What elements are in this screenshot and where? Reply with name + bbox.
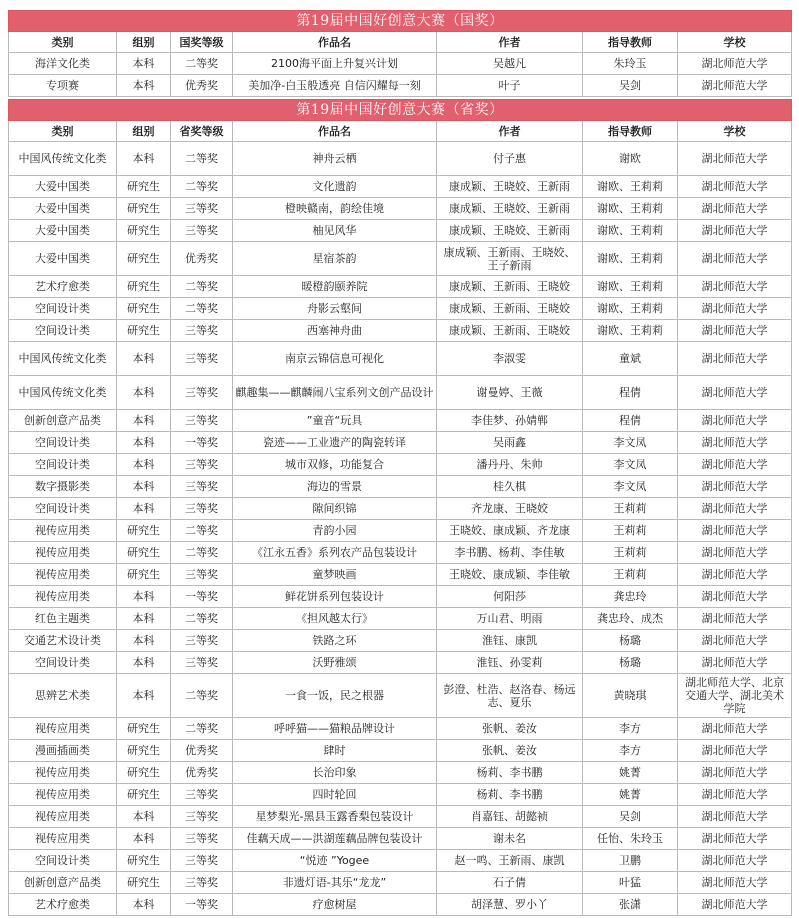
cell-teacher: 谢欧、王莉莉 [583,320,678,342]
cell-group: 研究生 [117,298,171,320]
cell-group: 本科 [117,342,171,376]
cell-level: 二等奖 [171,674,233,718]
cell-group: 研究生 [117,176,171,198]
cell-level: 二等奖 [171,718,233,740]
cell-group: 研究生 [117,220,171,242]
header-school: 学校 [678,121,792,142]
provincial-row [9,564,792,586]
cell-group: 研究生 [117,718,171,740]
cell-author: 桂久棋 [437,476,583,498]
cell-group: 研究生 [117,872,171,894]
cell-category: 视传应用类 [9,828,117,850]
cell-school: 湖北师范大学 [678,564,792,586]
cell-work: 铁路之环 [233,630,437,652]
cell-category: 大爱中国类 [9,198,117,220]
cell-category: 创新创意产品类 [9,410,117,432]
cell-teacher: 李文凤 [583,432,678,454]
cell-level: 二等奖 [171,176,233,198]
cell-work: 长治印象 [233,762,437,784]
cell-author: 吴雨鑫 [437,432,583,454]
cell-level: 二等奖 [171,298,233,320]
cell-author: 王晓姣、康成颖、齐龙康 [437,520,583,542]
cell-work: 星宿茶韵 [233,242,437,276]
cell-work: 星梦梨光-黑县玉露香梨包装设计 [233,806,437,828]
cell-author: 万山君、明雨 [437,608,583,630]
cell-level: 三等奖 [171,630,233,652]
cell-teacher: 程倩 [583,410,678,432]
cell-level: 一等奖 [171,894,233,916]
cell-author: 石子倩 [437,872,583,894]
cell-teacher: 龚忠玲、成杰 [583,608,678,630]
cell-school: 湖北师范大学 [678,652,792,674]
cell-group: 研究生 [117,784,171,806]
cell-author: 康成颖、王晓姣、王新雨 [437,176,583,198]
cell-school: 湖北师范大学 [678,586,792,608]
cell-author: 肖嘉钰、胡懿祯 [437,806,583,828]
cell-level: 一等奖 [171,586,233,608]
header-category: 类别 [9,121,117,142]
national-title: 第19届中国好创意大赛（国奖） [9,11,792,32]
cell-work: 《江永五香》系列农产品包装设计 [233,542,437,564]
cell-author: 康成颖、王晓姣、王新雨 [437,220,583,242]
cell-work: 一食一饭，民之根器 [233,674,437,718]
cell-group: 本科 [117,586,171,608]
cell-author: 康成颖、王新雨、王晓姣 [437,298,583,320]
cell-level: 三等奖 [171,806,233,828]
cell-teacher: 李文凤 [583,454,678,476]
cell-work: 童梦映画 [233,564,437,586]
header-group: 组别 [117,32,171,53]
provincial-row [9,298,792,320]
cell-level: 三等奖 [171,564,233,586]
cell-school: 湖北师范大学 [678,520,792,542]
cell-school: 湖北师范大学 [678,142,792,176]
cell-school: 湖北师范大学 [678,75,792,97]
header-teacher: 指导教师 [583,121,678,142]
cell-group: 研究生 [117,762,171,784]
provincial-row [9,376,792,410]
cell-group: 本科 [117,432,171,454]
provincial-row [9,762,792,784]
cell-category: 漫画插画类 [9,740,117,762]
cell-group: 研究生 [117,320,171,342]
cell-category: 艺术疗愈类 [9,276,117,298]
header-teacher: 指导教师 [583,32,678,53]
cell-teacher: 王莉莉 [583,564,678,586]
cell-group: 本科 [117,828,171,850]
provincial-row [9,652,792,674]
cell-school: 湖北师范大学 [678,630,792,652]
cell-author: 付子惠 [437,142,583,176]
cell-school: 湖北师范大学 [678,608,792,630]
cell-level: 优秀奖 [171,242,233,276]
provincial-row [9,454,792,476]
cell-category: 视传应用类 [9,784,117,806]
cell-work: 文化遗韵 [233,176,437,198]
cell-teacher: 朱玲玉 [583,53,678,75]
cell-category: 大爱中国类 [9,176,117,198]
cell-school: 湖北师范大学、北京交通大学、湖北美术学院 [678,674,792,718]
cell-school: 湖北师范大学 [678,242,792,276]
cell-level: 三等奖 [171,476,233,498]
cell-category: 交通艺术设计类 [9,630,117,652]
cell-group: 本科 [117,652,171,674]
cell-school: 湖北师范大学 [678,410,792,432]
cell-level: 优秀奖 [171,762,233,784]
cell-group: 研究生 [117,198,171,220]
cell-group: 研究生 [117,542,171,564]
cell-work: 神舟云栖 [233,142,437,176]
cell-work: 瓷迹——工业遗产的陶瓷转译 [233,432,437,454]
header-work: 作品名 [233,121,437,142]
cell-category: 空间设计类 [9,320,117,342]
cell-work: 《担风越太行》 [233,608,437,630]
cell-teacher: 李方 [583,718,678,740]
provincial-row [9,520,792,542]
provincial-row [9,872,792,894]
cell-school: 湖北师范大学 [678,276,792,298]
cell-school: 湖北师范大学 [678,850,792,872]
cell-category: 专项赛 [9,75,117,97]
cell-work: 南京云锦信息可视化 [233,342,437,376]
cell-level: 优秀奖 [171,740,233,762]
cell-level: 三等奖 [171,498,233,520]
national-row [9,53,792,75]
cell-work: 柚见风华 [233,220,437,242]
cell-group: 研究生 [117,276,171,298]
cell-author: 潘丹丹、朱帅 [437,454,583,476]
cell-teacher: 吴剑 [583,75,678,97]
cell-teacher: 谢欧、王莉莉 [583,220,678,242]
cell-author: 叶子 [437,75,583,97]
cell-category: 大爱中国类 [9,220,117,242]
provincial-row [9,608,792,630]
cell-school: 湖北师范大学 [678,718,792,740]
cell-category: 视传应用类 [9,718,117,740]
cell-level: 三等奖 [171,652,233,674]
cell-group: 本科 [117,630,171,652]
cell-level: 三等奖 [171,220,233,242]
national-header-row [9,32,792,53]
cell-teacher: 童斌 [583,342,678,376]
header-category: 类别 [9,32,117,53]
cell-group: 研究生 [117,520,171,542]
provincial-row [9,498,792,520]
provincial-title: 第19届中国好创意大赛（省奖） [9,100,792,121]
cell-teacher: 杨璐 [583,652,678,674]
cell-school: 湖北师范大学 [678,220,792,242]
provincial-row [9,242,792,276]
cell-school: 湖北师范大学 [678,454,792,476]
cell-author: 张帆、姜汝 [437,740,583,762]
cell-teacher: 张潇 [583,894,678,916]
cell-teacher: 李方 [583,740,678,762]
cell-school: 湖北师范大学 [678,198,792,220]
provincial-row [9,176,792,198]
cell-author: 康成颖、王晓姣、王新雨 [437,198,583,220]
cell-teacher: 程倩 [583,376,678,410]
cell-author: 赵一鸣、王新雨、康凯 [437,850,583,872]
cell-teacher: 叶猛 [583,872,678,894]
cell-author: 康成颖、王新雨、王晓姣、王子新雨 [437,242,583,276]
cell-category: 中国风传统文化类 [9,142,117,176]
cell-author: 谢曼婷、王薇 [437,376,583,410]
provincial-row [9,740,792,762]
cell-work: 暖橙韵颐养院 [233,276,437,298]
cell-category: 思辨艺术类 [9,674,117,718]
cell-school: 湖北师范大学 [678,762,792,784]
provincial-row [9,542,792,564]
cell-group: 研究生 [117,242,171,276]
cell-level: 三等奖 [171,342,233,376]
cell-category: 中国风传统文化类 [9,376,117,410]
cell-work: 麒趣集——麒麟闹八宝系列文创产品设计 [233,376,437,410]
provincial-row [9,220,792,242]
header-author: 作者 [437,32,583,53]
cell-teacher: 王莉莉 [583,542,678,564]
cell-teacher: 姚菁 [583,784,678,806]
cell-school: 湖北师范大学 [678,872,792,894]
cell-school: 湖北师范大学 [678,476,792,498]
cell-category: 创新创意产品类 [9,872,117,894]
cell-category: 空间设计类 [9,454,117,476]
cell-teacher: 黄晓琪 [583,674,678,718]
cell-author: 齐龙康、王晓姣 [437,498,583,520]
cell-level: 一等奖 [171,432,233,454]
cell-work: 青韵小园 [233,520,437,542]
cell-teacher: 谢欧、王莉莉 [583,242,678,276]
cell-school: 湖北师范大学 [678,498,792,520]
cell-category: 空间设计类 [9,498,117,520]
cell-teacher: 王莉莉 [583,498,678,520]
cell-school: 湖北师范大学 [678,53,792,75]
cell-level: 三等奖 [171,872,233,894]
provincial-row [9,630,792,652]
cell-work: 呼呼猫——猫粮品牌设计 [233,718,437,740]
cell-author: 李佳梦、孙婧郸 [437,410,583,432]
header-level: 国奖等级 [171,32,233,53]
cell-group: 研究生 [117,740,171,762]
provincial-row [9,828,792,850]
cell-level: 三等奖 [171,198,233,220]
cell-work: 海边的雪景 [233,476,437,498]
provincial-row [9,674,792,718]
cell-author: 康成颖、王新雨、王晓姣 [437,276,583,298]
cell-level: 三等奖 [171,784,233,806]
provincial-header-row [9,121,792,142]
cell-level: 二等奖 [171,520,233,542]
cell-work: 四时轮回 [233,784,437,806]
cell-work: 鲜花饼系列包装设计 [233,586,437,608]
cell-level: 二等奖 [171,142,233,176]
cell-level: 三等奖 [171,828,233,850]
cell-group: 本科 [117,806,171,828]
cell-teacher: 姚菁 [583,762,678,784]
provincial-row [9,850,792,872]
cell-category: 中国风传统文化类 [9,342,117,376]
cell-level: 三等奖 [171,850,233,872]
cell-school: 湖北师范大学 [678,784,792,806]
cell-author: 胡泽慧、罗小丫 [437,894,583,916]
cell-level: 二等奖 [171,53,233,75]
cell-work: 沃野雅颂 [233,652,437,674]
cell-level: 三等奖 [171,410,233,432]
cell-school: 湖北师范大学 [678,828,792,850]
provincial-row [9,320,792,342]
provincial-row [9,410,792,432]
cell-teacher: 谢欧、王莉莉 [583,198,678,220]
provincial-row [9,432,792,454]
cell-category: 空间设计类 [9,850,117,872]
cell-group: 本科 [117,142,171,176]
cell-author: 康成颖、王新雨、王晓姣 [437,320,583,342]
cell-work: 舟影云壑间 [233,298,437,320]
provincial-row [9,276,792,298]
provincial-title-banner [9,100,792,121]
cell-category: 艺术疗愈类 [9,894,117,916]
cell-author: 杨莉、李书鹏 [437,784,583,806]
cell-teacher: 李文凤 [583,476,678,498]
cell-category: 视传应用类 [9,806,117,828]
header-author: 作者 [437,121,583,142]
cell-group: 本科 [117,476,171,498]
cell-school: 湖北师范大学 [678,342,792,376]
cell-category: 空间设计类 [9,432,117,454]
cell-group: 研究生 [117,564,171,586]
cell-school: 湖北师范大学 [678,376,792,410]
header-group: 组别 [117,121,171,142]
cell-work: 城市双修，功能复合 [233,454,437,476]
cell-level: 三等奖 [171,454,233,476]
provincial-row [9,342,792,376]
provincial-row [9,894,792,916]
cell-work: “悦迹 ”Yogee [233,850,437,872]
provincial-row [9,476,792,498]
cell-work: 佳藕天成——洪湖莲藕品牌包装设计 [233,828,437,850]
cell-school: 湖北师范大学 [678,176,792,198]
cell-teacher: 任怡、朱玲玉 [583,828,678,850]
cell-teacher: 杨璐 [583,630,678,652]
cell-group: 本科 [117,376,171,410]
cell-author: 谢未名 [437,828,583,850]
cell-level: 二等奖 [171,276,233,298]
cell-level: 优秀奖 [171,75,233,97]
cell-school: 湖北师范大学 [678,740,792,762]
cell-author: 李淑雯 [437,342,583,376]
cell-school: 湖北师范大学 [678,298,792,320]
cell-group: 本科 [117,608,171,630]
cell-category: 空间设计类 [9,298,117,320]
cell-teacher: 龚忠玲 [583,586,678,608]
cell-author: 吴越凡 [437,53,583,75]
cell-teacher: 卫鹏 [583,850,678,872]
cell-category: 视传应用类 [9,762,117,784]
cell-group: 研究生 [117,850,171,872]
cell-work: ”童音“玩具 [233,410,437,432]
cell-category: 视传应用类 [9,586,117,608]
cell-category: 空间设计类 [9,652,117,674]
provincial-row [9,586,792,608]
cell-school: 湖北师范大学 [678,432,792,454]
cell-teacher: 谢欧、王莉莉 [583,276,678,298]
cell-teacher: 谢欧、王莉莉 [583,176,678,198]
cell-author: 王晓姣、康成颖、李佳敏 [437,564,583,586]
cell-work: 隙间织锦 [233,498,437,520]
cell-category: 视传应用类 [9,542,117,564]
cell-category: 大爱中国类 [9,242,117,276]
cell-group: 本科 [117,410,171,432]
cell-author: 彭澄、杜浩、赵洛春、杨远志、夏乐 [437,674,583,718]
provincial-row [9,142,792,176]
cell-work: 西塞神舟曲 [233,320,437,342]
cell-group: 本科 [117,498,171,520]
cell-work: 非遗灯语-其乐“龙龙” [233,872,437,894]
provincial-row [9,198,792,220]
cell-category: 红色主题类 [9,608,117,630]
cell-category: 海洋文化类 [9,53,117,75]
header-level: 省奖等级 [171,121,233,142]
national-title-banner [9,11,792,32]
cell-teacher: 吴剑 [583,806,678,828]
provincial-row [9,806,792,828]
provincial-row [9,784,792,806]
cell-level: 三等奖 [171,320,233,342]
cell-teacher: 王莉莉 [583,520,678,542]
cell-author: 李书鹏、杨莉、李佳敏 [437,542,583,564]
cell-level: 三等奖 [171,376,233,410]
cell-author: 杨莉、李书鹏 [437,762,583,784]
cell-group: 本科 [117,75,171,97]
cell-category: 视传应用类 [9,564,117,586]
cell-work: 肆时 [233,740,437,762]
provincial-row [9,718,792,740]
cell-category: 数字摄影类 [9,476,117,498]
cell-work: 橙映赣南，韵绘佳境 [233,198,437,220]
cell-group: 本科 [117,53,171,75]
cell-group: 本科 [117,454,171,476]
cell-group: 本科 [117,894,171,916]
cell-school: 湖北师范大学 [678,542,792,564]
cell-author: 淮钰、康凯 [437,630,583,652]
cell-work: 美加净-白玉般透亮 自信闪耀每一刻 [233,75,437,97]
award-table [8,10,792,916]
cell-work: 疗愈树屋 [233,894,437,916]
cell-school: 湖北师范大学 [678,894,792,916]
cell-group: 本科 [117,674,171,718]
header-work: 作品名 [233,32,437,53]
cell-work: 2100海平面上升复兴计划 [233,53,437,75]
national-row [9,75,792,97]
cell-author: 张帆、姜汝 [437,718,583,740]
cell-level: 二等奖 [171,542,233,564]
cell-author: 淮钰、孙雯莉 [437,652,583,674]
cell-school: 湖北师范大学 [678,320,792,342]
cell-school: 湖北师范大学 [678,806,792,828]
cell-category: 视传应用类 [9,520,117,542]
header-school: 学校 [678,32,792,53]
cell-author: 何阳莎 [437,586,583,608]
cell-teacher: 谢欧 [583,142,678,176]
cell-teacher: 谢欧、王莉莉 [583,298,678,320]
cell-level: 二等奖 [171,608,233,630]
